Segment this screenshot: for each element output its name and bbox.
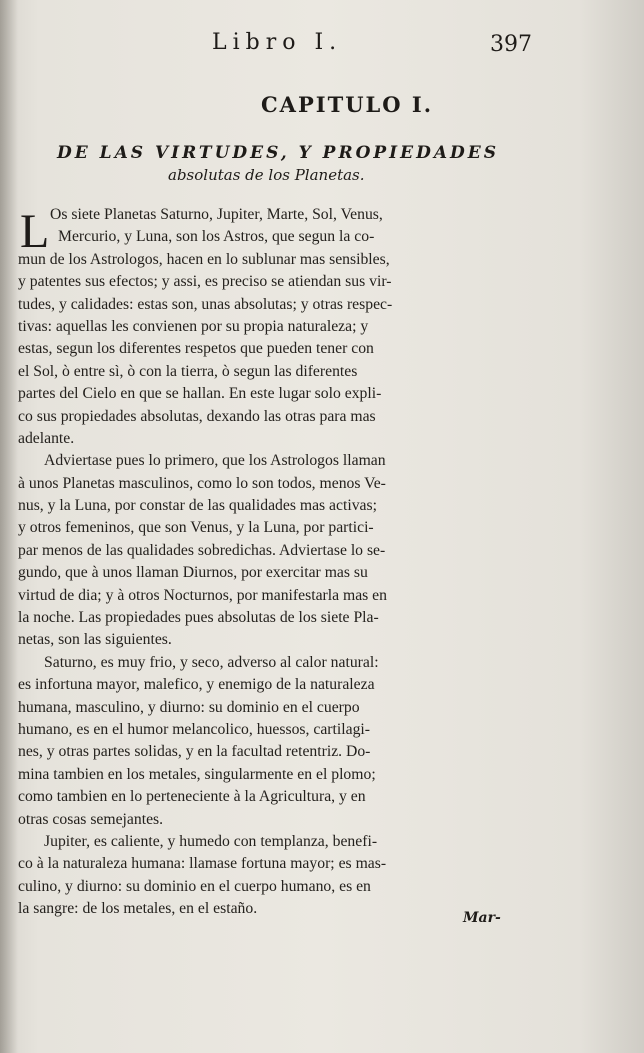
- chapter-title: CAPITULO I.: [260, 92, 434, 117]
- text-line: mun de los Astrologos, hacen en lo sublunar mas sensibles,: [18, 250, 390, 268]
- text-line: mina tambien en los metales, singularmente en el plomo;: [18, 765, 376, 783]
- section-title-line-2: absolutas de los Planetas.: [168, 166, 365, 184]
- text-line: netas, son las siguientes.: [18, 631, 172, 649]
- text-line: Adviertase pues lo primero, que los Astrologos llaman: [44, 452, 386, 470]
- text-line: humana, masculino, y diurno: su dominio en el cuerpo: [18, 698, 360, 716]
- text-line: gundo, que à unos llaman Diurnos, por exercitar mas su: [18, 564, 368, 582]
- text-line: Os siete Planetas Saturno, Jupiter, Marte, Sol, Venus,: [50, 206, 383, 223]
- text-line: nus, y la Luna, por constar de las qualidades mas activas;: [18, 497, 377, 515]
- text-line: y patentes sus efectos; y assi, es preciso se atiendan sus vir-: [18, 273, 392, 291]
- text-line: co à la naturaleza humana: llamase fortuna mayor; es mas-: [18, 855, 387, 873]
- text-line: humano, es en el humor melancolico, huessos, cartilagi-: [18, 720, 370, 738]
- text-line: estas, segun los diferentes respetos que pueden tener con: [18, 340, 374, 358]
- text-line: la noche. Las propiedades pues absolutas de los siete Pla-: [18, 609, 379, 627]
- text-line: culino, y diurno: su dominio en el cuerpo humano, es en: [18, 877, 371, 895]
- text-line: otras cosas semejantes.: [18, 810, 164, 828]
- text-line: como tambien en lo perteneciente à la Agricultura, y en: [18, 788, 366, 806]
- gutter-shadow: [0, 0, 18, 1053]
- text-line: el Sol, ò entre sì, ò con la tierra, ò segun las diferentes: [18, 362, 358, 380]
- drop-cap: L: [20, 205, 50, 258]
- page-number: 397: [490, 32, 532, 57]
- text-line: virtud de dia; y à otros Nocturnos, por manifestarla mas en: [18, 586, 387, 604]
- section-title-line-1: DE LAS VIRTUDES, Y PROPIEDADES: [57, 143, 499, 163]
- body-text: [18, 204, 528, 921]
- text-line: à unos Planetas masculinos, como lo son todos, menos Ve-: [18, 474, 386, 492]
- catchword: Mar-: [463, 910, 501, 926]
- text-line: nes, y otras partes solidas, y en la facultad retentriz. Do-: [18, 743, 371, 761]
- text-line: partes del Cielo en que se hallan. En este lugar solo expli-: [18, 385, 382, 403]
- text-line: par menos de las qualidades sobredichas. Adviertase lo se-: [18, 541, 386, 559]
- text-line: Jupiter, es caliente, y humedo con templanza, benefi-: [44, 832, 378, 850]
- text-line: la sangre: de los metales, en el estaño.: [18, 900, 258, 918]
- text-line: tivas: aquellas les convienen por su propia naturaleza; y: [18, 317, 369, 335]
- text-line: es infortuna mayor, malefico, y enemigo de la naturaleza: [18, 676, 375, 694]
- text-line: adelante.: [18, 429, 75, 447]
- text-line: tudes, y calidades: estas son, unas absolutas; y otras respec-: [18, 295, 393, 313]
- text-line: Mercurio, y Luna, son los Astros, que segun la co-: [58, 228, 375, 246]
- text-line: y otros femeninos, que son Venus, y la Luna, por partici-: [18, 519, 374, 537]
- text-line: Saturno, es muy frio, y seco, adverso al calor natural:: [44, 653, 379, 671]
- text-line: co sus propiedades absolutas, dexando las otras para mas: [18, 407, 376, 425]
- running-head: Libro I.: [212, 30, 343, 55]
